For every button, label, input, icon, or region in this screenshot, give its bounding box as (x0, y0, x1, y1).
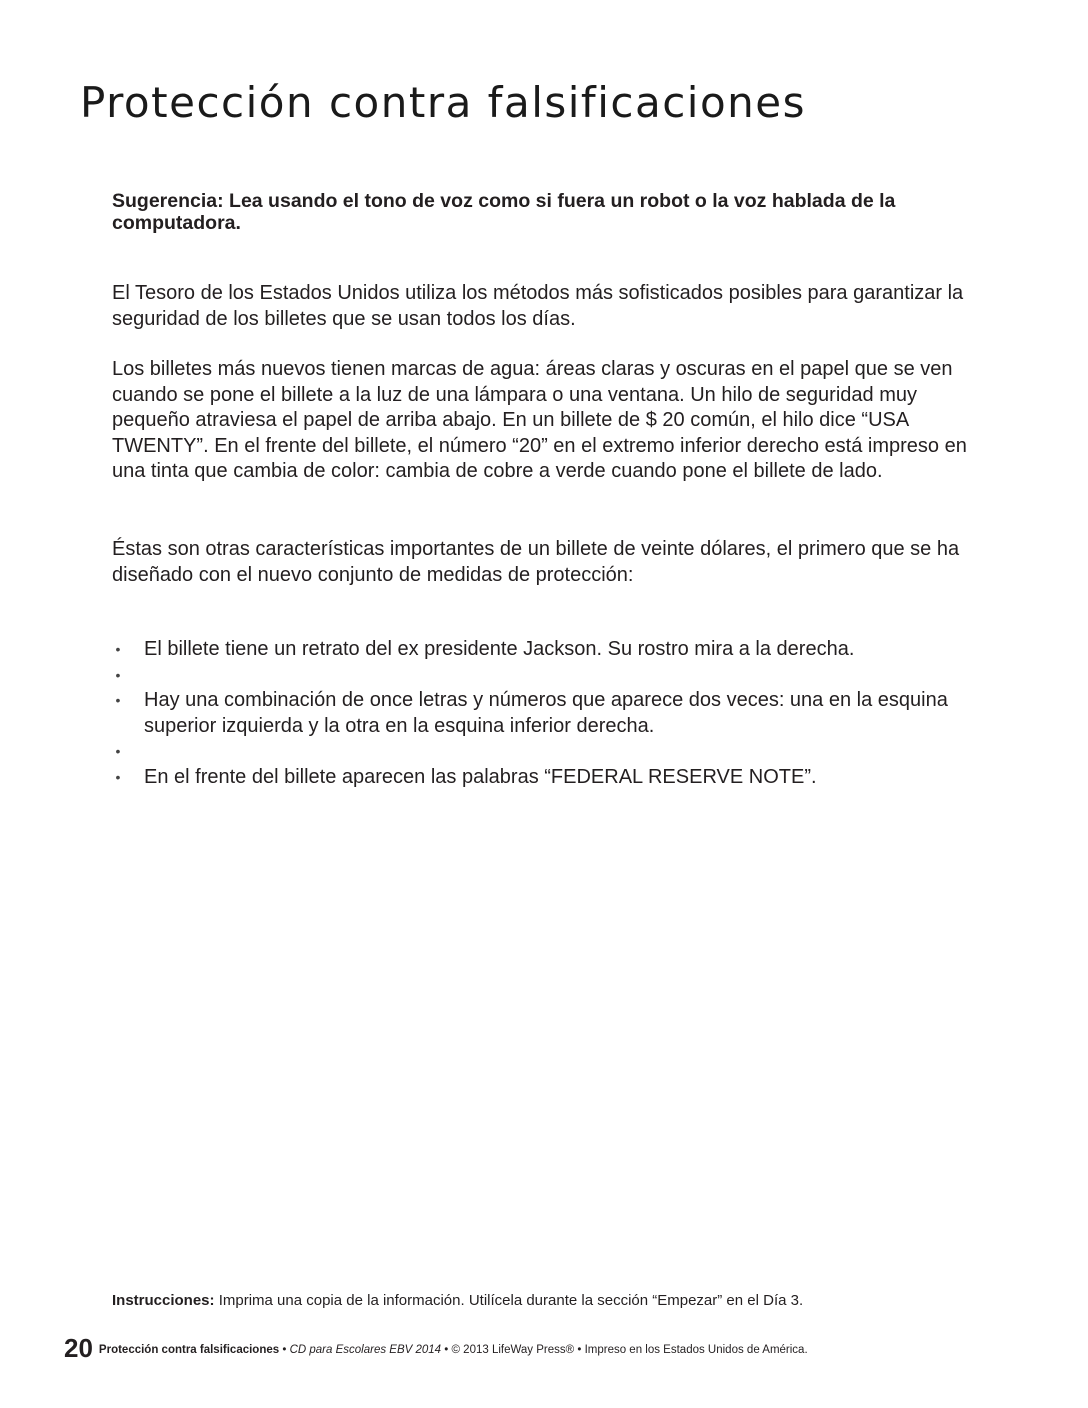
page-footer (64, 1333, 1024, 1363)
bullet-icon: • (115, 641, 121, 657)
list-item (112, 637, 1002, 663)
bullet-icon: • (115, 666, 121, 683)
list-item-text: Hay una combinación de once letras y números que aparece dos veces: una en la esquina superior izquierda y la otra en la esquina inferior derecha. (144, 689, 948, 737)
footer-printed: Impreso en los Estados Unidos de América. (584, 1344, 808, 1356)
list-item (112, 688, 1002, 739)
footer-separator: • (574, 1344, 585, 1356)
page-title: Protección contra falsificaciones (80, 78, 807, 127)
instructions-text: Imprima una copia de la información. Utilícela durante la sección “Empezar” en el Día 3. (214, 1292, 804, 1309)
instructions-label: Instrucciones: (112, 1292, 215, 1309)
list-item-text: El billete tiene un retrato del ex presidente Jackson. Su rostro mira a la derecha. (144, 638, 855, 660)
footer-copyright: © 2013 LifeWay Press® (451, 1344, 575, 1356)
list-item (112, 765, 1002, 791)
footer-separator: • (441, 1344, 452, 1356)
footer-publication: CD para Escolares EBV 2014 (289, 1344, 442, 1356)
footer-separator: • (279, 1344, 290, 1356)
tip-text: Sugerencia: Lea usando el tono de voz como si fuera un robot o la voz hablada de la computadora. (112, 190, 896, 234)
list-item (112, 663, 1002, 689)
bullet-icon: • (115, 692, 121, 708)
bullet-icon: • (115, 743, 121, 759)
feature-list (112, 637, 1002, 790)
footer-title: Protección contra falsificaciones (98, 1344, 280, 1356)
page-number: 20 (64, 1333, 93, 1363)
paragraph-features: Éstas son otras características importantes de un billete de veinte dólares, el primero que se ha diseñado con el nuevo conjunto de medidas de protección: (112, 538, 960, 586)
list-item (112, 739, 1002, 765)
paragraph-watermarks: Los billetes más nuevos tienen marcas de agua: áreas claras y oscuras en el papel que se ven cuando se pone el billete a la luz de una lámpara o una ventana. Un hilo de seguridad muy pequeño atraviesa el papel de arriba abajo. En un billete de $ 20 común, el hilo dice “USA TWENTY”. En el frente del billete, el número “20” en el extremo inferior derecho está impreso en una tinta que cambia de color: cambia de cobre a verde cuando pone el billete de lado. (112, 358, 967, 482)
bullet-icon: • (115, 768, 121, 785)
paragraph-intro: El Tesoro de los Estados Unidos utiliza los métodos más sofisticados posibles para garantizar la seguridad de los billetes que se usan todos los días. (112, 282, 964, 330)
list-item-text: En el frente del billete aparecen las palabras “FEDERAL RESERVE NOTE”. (144, 765, 817, 788)
instructions (112, 1292, 1012, 1310)
